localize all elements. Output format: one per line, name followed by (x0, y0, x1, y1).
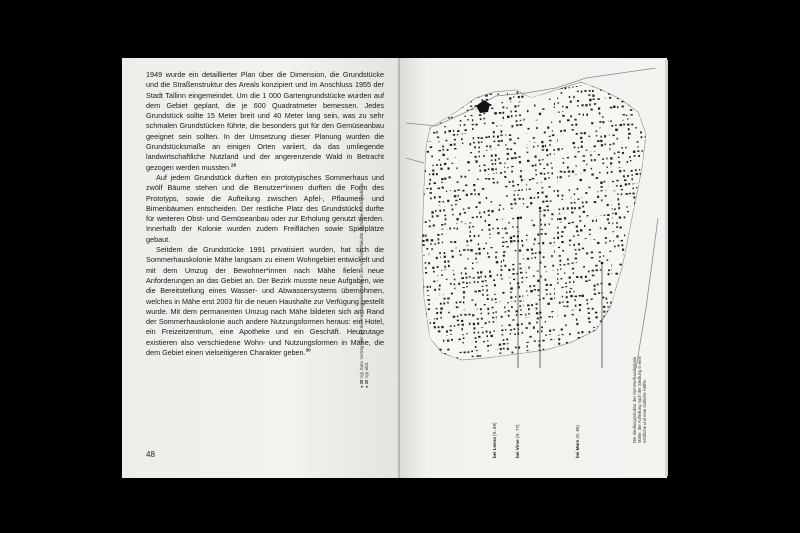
paragraph: Seitdem die Grundstücke 1991 privatisiert wurden, hat sich die Sommerhauskolonie Mähe langsam zu einem Wohngebiet entwickelt und mit dem Umzug der Bewohner*innen nach Mähe fielen neue Anforderungen an das Gebiet an. Der Bezirk musste neue Aufgaben, wie die Bereitstellung eines Wasser- und Abwassersystems übernehmen, welches in Mähe erst 2003 für die neuen Haushalte zur Verfügung gestellt wurde. Mit dem permanenten Umzug nach Mähe bildeten sich am Rand der Sommerhauskolonie auch andere Nutzungsformen heraus: ein Hotel, ein Freizeitzentrum, eine Apotheke und ein Geschäft. Heutzutage existieren also verschiedene Wohn- und Nutzungsformen in Mähe, die dem Gebiet einen vielseitigeren Charakter geben.$^{30}$ (146, 245, 384, 358)
footnote: ● 29 Vgl. Sarv, Vortrag über die Sommerhauskolonie Mähe in der Architekturfakultät Estnische Kunstakademie. (359, 182, 364, 388)
settlement-map-illustration (406, 68, 662, 368)
map-caption: Die Siedlungsstruktur der Sommerhauskolonie Mähe: der Aufteilung nach der Siedlung in eine nördliche und eine südliche Hälfte. (632, 356, 648, 443)
footnote: ● 30 Vgl. ebd. (364, 361, 370, 388)
page-edge (665, 60, 668, 476)
page-number: 48 (146, 450, 155, 459)
footnotes (359, 182, 370, 388)
paragraph: 1949 wurde ein detaillierter Plan über die Dimension, die Grundstücke und die Straßenstruktur des Areals konzipiert und im Anschluss 1955 der Stadt Tallinn eingemeindet. Um die 1 000 Gartengrundstücke wurden auf dem Gebiet geplant, die je 600 Quadratmeter bemessen. Jedes Grundstück sollte 15 Meter breit und 40 Meter lang sein, was zu sehr schmalen Grundstücken führte, die besonders gut für den Gemüseanbau geeignet sein sollten. In der Umsetzung dieser Planung wurden die Grundstücksmaße an einigen Orten variiert, da das umliegende landwirtschaftliche Nutzland und der angerenzende Wald in Betracht gezogen werden mussten.$^{28}$ (146, 70, 384, 172)
body-text (146, 70, 384, 358)
map-label: bei Virve (S. 77) (515, 424, 520, 458)
map-label: bei Mare (S. 65) (575, 424, 580, 458)
open-book (122, 58, 667, 478)
footnote-ref[interactable]: 28 (231, 162, 237, 168)
right-page (400, 58, 667, 478)
left-page (122, 58, 399, 478)
footnote-ref[interactable]: 30 (305, 347, 311, 353)
map-label: bei Leena (S. 89) (492, 422, 497, 458)
paragraph: Auf jedem Grundstück durften ein prototypisches Sommerhaus und zwölf Bäume stehen und die Benutzer*innen durften die Form des Prototyps, sowie die Aufteilung zwischen Apfel-, Pflaumen- und Birnenbäumen entscheiden. Der restliche Platz des Grundstücks durfte für weiteren Obst- und Gemüseanbau oder zur Erholung genutzt werden. Innerhalb der Kolonie wurden zudem Freiflächen sowie Spielplätze gebaut. (146, 172, 384, 244)
